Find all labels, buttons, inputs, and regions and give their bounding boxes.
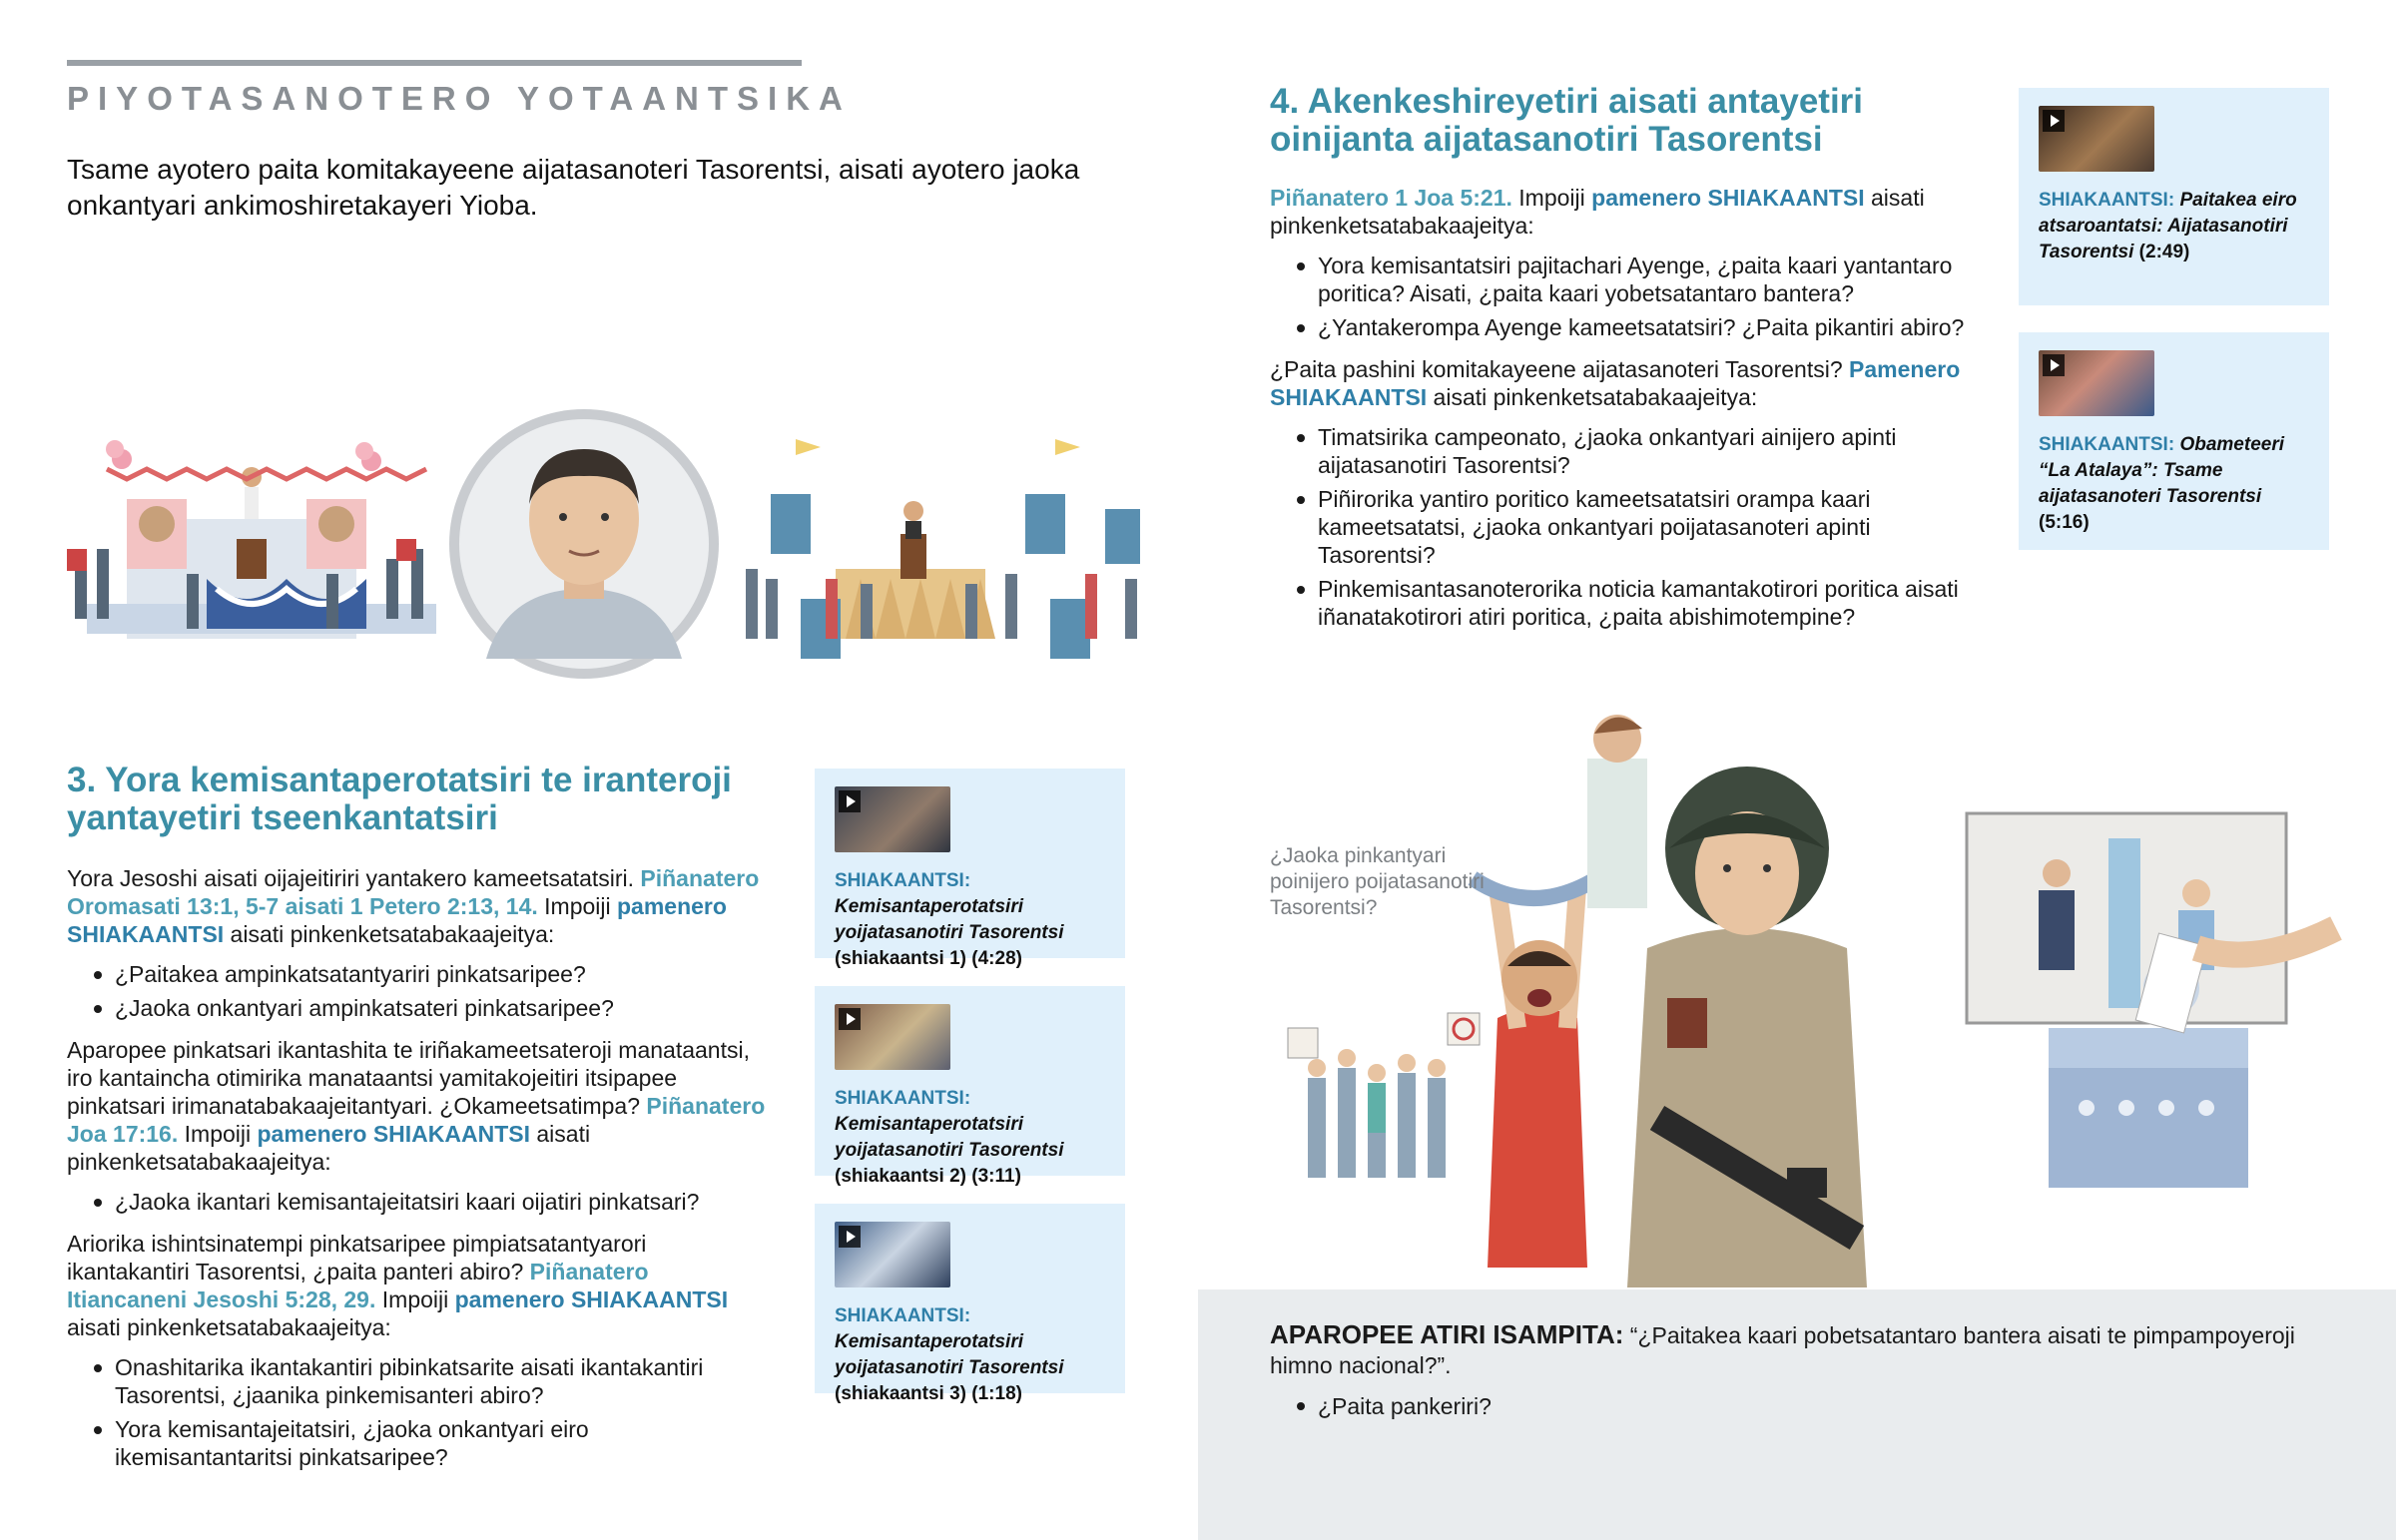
watch-video-link[interactable]: pamenero SHIAKAANTSI [1591,185,1865,211]
list-item: ¿Paita pankeriri? [1270,1391,1492,1421]
list-item: ¿Jaoka onkantyari ampinkatsateri pinkatsaripee? [67,994,766,1022]
video-caption: SHIAKAANTSI: Obameteeri “La Atalaya”: Tsame aijatasanoteri Tasorentsi (5:16) [2039,434,2284,533]
video-card-2[interactable] [815,986,1125,1187]
section4-paragraph-2: ¿Paita pashini komitakayeene aijatasanoteri Tasorentsi? Pamenero SHIAKAANTSI aisati pinkenketsatabakaajeitya: [1270,356,1961,410]
list-item: Yora kemisantajeitatsiri, ¿jaoka onkantyari eiro ikemisantantaritsi pinkatsaripee? [67,1415,766,1471]
list-item: ¿Jaoka ikantari kemisantajeitatsiri kaari oijatiri pinkatsari? [67,1188,766,1216]
section3-questions-1 [67,960,766,1022]
watch-video-link[interactable]: pamenero SHIAKAANTSI [67,893,727,947]
discussion-prompt [1270,1319,2328,1380]
section3-body [67,864,766,1485]
play-icon[interactable] [839,790,861,812]
neutrality-illustration [1268,699,2356,1287]
section3-questions-3 [67,1353,766,1471]
scripture-link[interactable]: Piñanatero Joa 17:16. [67,1093,766,1147]
video-card-5[interactable] [2019,332,2329,550]
watch-video-link[interactable]: Pamenero SHIAKAANTSI [1270,356,1961,410]
protesters-group [1288,1013,1480,1178]
video-caption: SHIAKAANTSI: Kemisantaperotatsiri yoijatasanotiri Tasorentsi (shiakaantsi 1) (4:28) [835,870,1064,969]
soldier [1627,767,1867,1287]
man-portrait [449,409,719,679]
play-icon[interactable] [2043,354,2065,376]
section4-paragraph-1: Piñanatero 1 Joa 5:21. Impoiji pamenero SHIAKAANTSI aisati pinkenketsatabakaajeitya: [1270,185,1925,239]
video-caption: SHIAKAANTSI: Paitakea eiro atsaroantatsi: Aijatasanotiri Tasorentsi (2:49) [2039,190,2297,262]
scripture-link[interactable]: Piñanatero 1 Joa 5:21. [1270,185,1512,211]
video-card-4[interactable] [2019,88,2329,305]
play-icon[interactable] [839,1226,861,1248]
discussion-quote: “¿Paitakea kaari pobetsatantaro bantera aisati te pimpampoyeroji himno nacional?”. [1270,1322,2295,1378]
section4-questions-2 [1270,423,1979,631]
discussion-questions [1270,1391,1492,1421]
left-rally-scene [67,440,436,639]
section-kicker: PIYOTASANOTERO YOTAANTSIKA [67,80,852,117]
video-caption: SHIAKAANTSI: Kemisantaperotatsiri yoijatasanotiri Tasorentsi (shiakaantsi 3) (1:18) [835,1305,1064,1404]
section4-title: 4. Akenkeshireyetiri aisati antayetiri oinijanta aijatasanotiri Tasorentsi [1270,82,1864,159]
play-icon[interactable] [839,1008,861,1030]
scripture-link[interactable]: Piñanatero Itiancaneni Jesoshi 5:28, 29. [67,1259,649,1312]
video-thumbnail[interactable] [2039,350,2154,416]
cheering-boy [1587,715,1647,908]
intro-text: Tsame ayotero paita komitakayeene aijatasanoteri Tasorentsi, aisati ayotero jaoka onkantyari ankimoshiretakayeri Yioba. [67,154,1080,221]
header-rule [67,60,802,66]
scripture-link[interactable]: Piñanatero Oromasati 13:1, 5-7 aisati 1 Petero 2:13, 14. [67,865,760,919]
politics-illustration [67,399,1155,689]
list-item: Piñirorika yantiro poritico kameetsatatsiri orampa kaari kameetsatatsi, ¿jaoka onkantyari poijatasanoteri apinti Tasorentsi? [1270,485,1979,569]
video-card-3[interactable] [815,1204,1125,1404]
list-item: Onashitarika ikantakantiri pibinkatsarite aisati ikantakantiri Tasorentsi, ¿jaanika pinkemisanteri abiro? [67,1353,766,1409]
section3-paragraph-1: Yora Jesoshi aisati oijajeitiriri yantakero kameetsatatsiri. Piñanatero Oromasati 13:1, 5-7 aisati 1 Petero 2:13, 14. Impoiji pamenero SHIAKAANTSI aisati pinkenketsatabakaajeitya: [67,865,760,947]
election-scene [1967,813,2336,1188]
list-item: Yora kemisantatsiri pajitachari Ayenge, ¿paita kaari yantantaro poritica? Aisati, ¿paita kaari yobetsatantaro bantera? [1270,252,1979,307]
list-item: Pinkemisantasanoterorika noticia kamantakotirori poritica aisati iñanatakotirori atiri poritica, ¿paita abishimotempine? [1270,575,1979,631]
section3-paragraph-3: Ariorika ishintsinatempi pinkatsaripee pimpiatsatantyarori ikantakantiri Tasorentsi, ¿paita panteri abiro? Piñanatero Itiancaneni Jesoshi 5:28, 29. Impoiji pamenero SHIAKAANTSI aisati pinkenketsatabakaajeitya: [67,1231,729,1340]
video-card-1[interactable] [815,769,1125,969]
video-thumbnail[interactable] [835,1004,950,1070]
illustration-question: ¿Jaoka pinkantyari poinijero poijatasanotiri Tasorentsi? [1270,844,1485,919]
video-thumbnail[interactable] [2039,106,2154,172]
section4-questions-1 [1270,252,1979,341]
video-thumbnail[interactable] [835,1222,950,1287]
section3-title: 3. Yora kemisantaperotatsiri te iranteroji yantayetiri tseenkantatsiri [67,761,732,837]
play-icon[interactable] [2043,110,2065,132]
list-item: ¿Paitakea ampinkatsatantyariri pinkatsaripee? [67,960,766,988]
soccer-fan [1473,878,1597,1268]
list-item: ¿Yantakerompa Ayenge kameetsatatsiri? ¿Paita pikantiri abiro? [1270,313,1979,341]
section3-paragraph-2: Aparopee pinkatsari ikantashita te iriñakameetsateroji manataantsi, iro kantaincha otimirika manataantsi yamitakojeitiri itsipapee pinkatsari irimanatabakaajeitantyari. ¿Okameetsatimpa? Piñanatero Joa 17:16. Impoiji pamenero SHIAKAANTSI aisati pinkenketsatabakaajeitya: [67,1037,766,1175]
right-rally-scene [746,439,1140,659]
watch-video-link[interactable]: pamenero SHIAKAANTSI [257,1121,530,1147]
list-item: Timatsirika campeonato, ¿jaoka onkantyari ainijero apinti aijatasanotiri Tasorentsi? [1270,423,1979,479]
discussion-heading: APAROPEE ATIRI ISAMPITA: [1270,1319,1624,1349]
watch-video-link[interactable]: pamenero SHIAKAANTSI [454,1286,729,1312]
section3-questions-2 [67,1188,766,1216]
video-caption: SHIAKAANTSI: Kemisantaperotatsiri yoijatasanotiri Tasorentsi (shiakaantsi 2) (3:11) [835,1088,1064,1187]
video-thumbnail[interactable] [835,786,950,852]
section4-body [1270,184,1979,645]
